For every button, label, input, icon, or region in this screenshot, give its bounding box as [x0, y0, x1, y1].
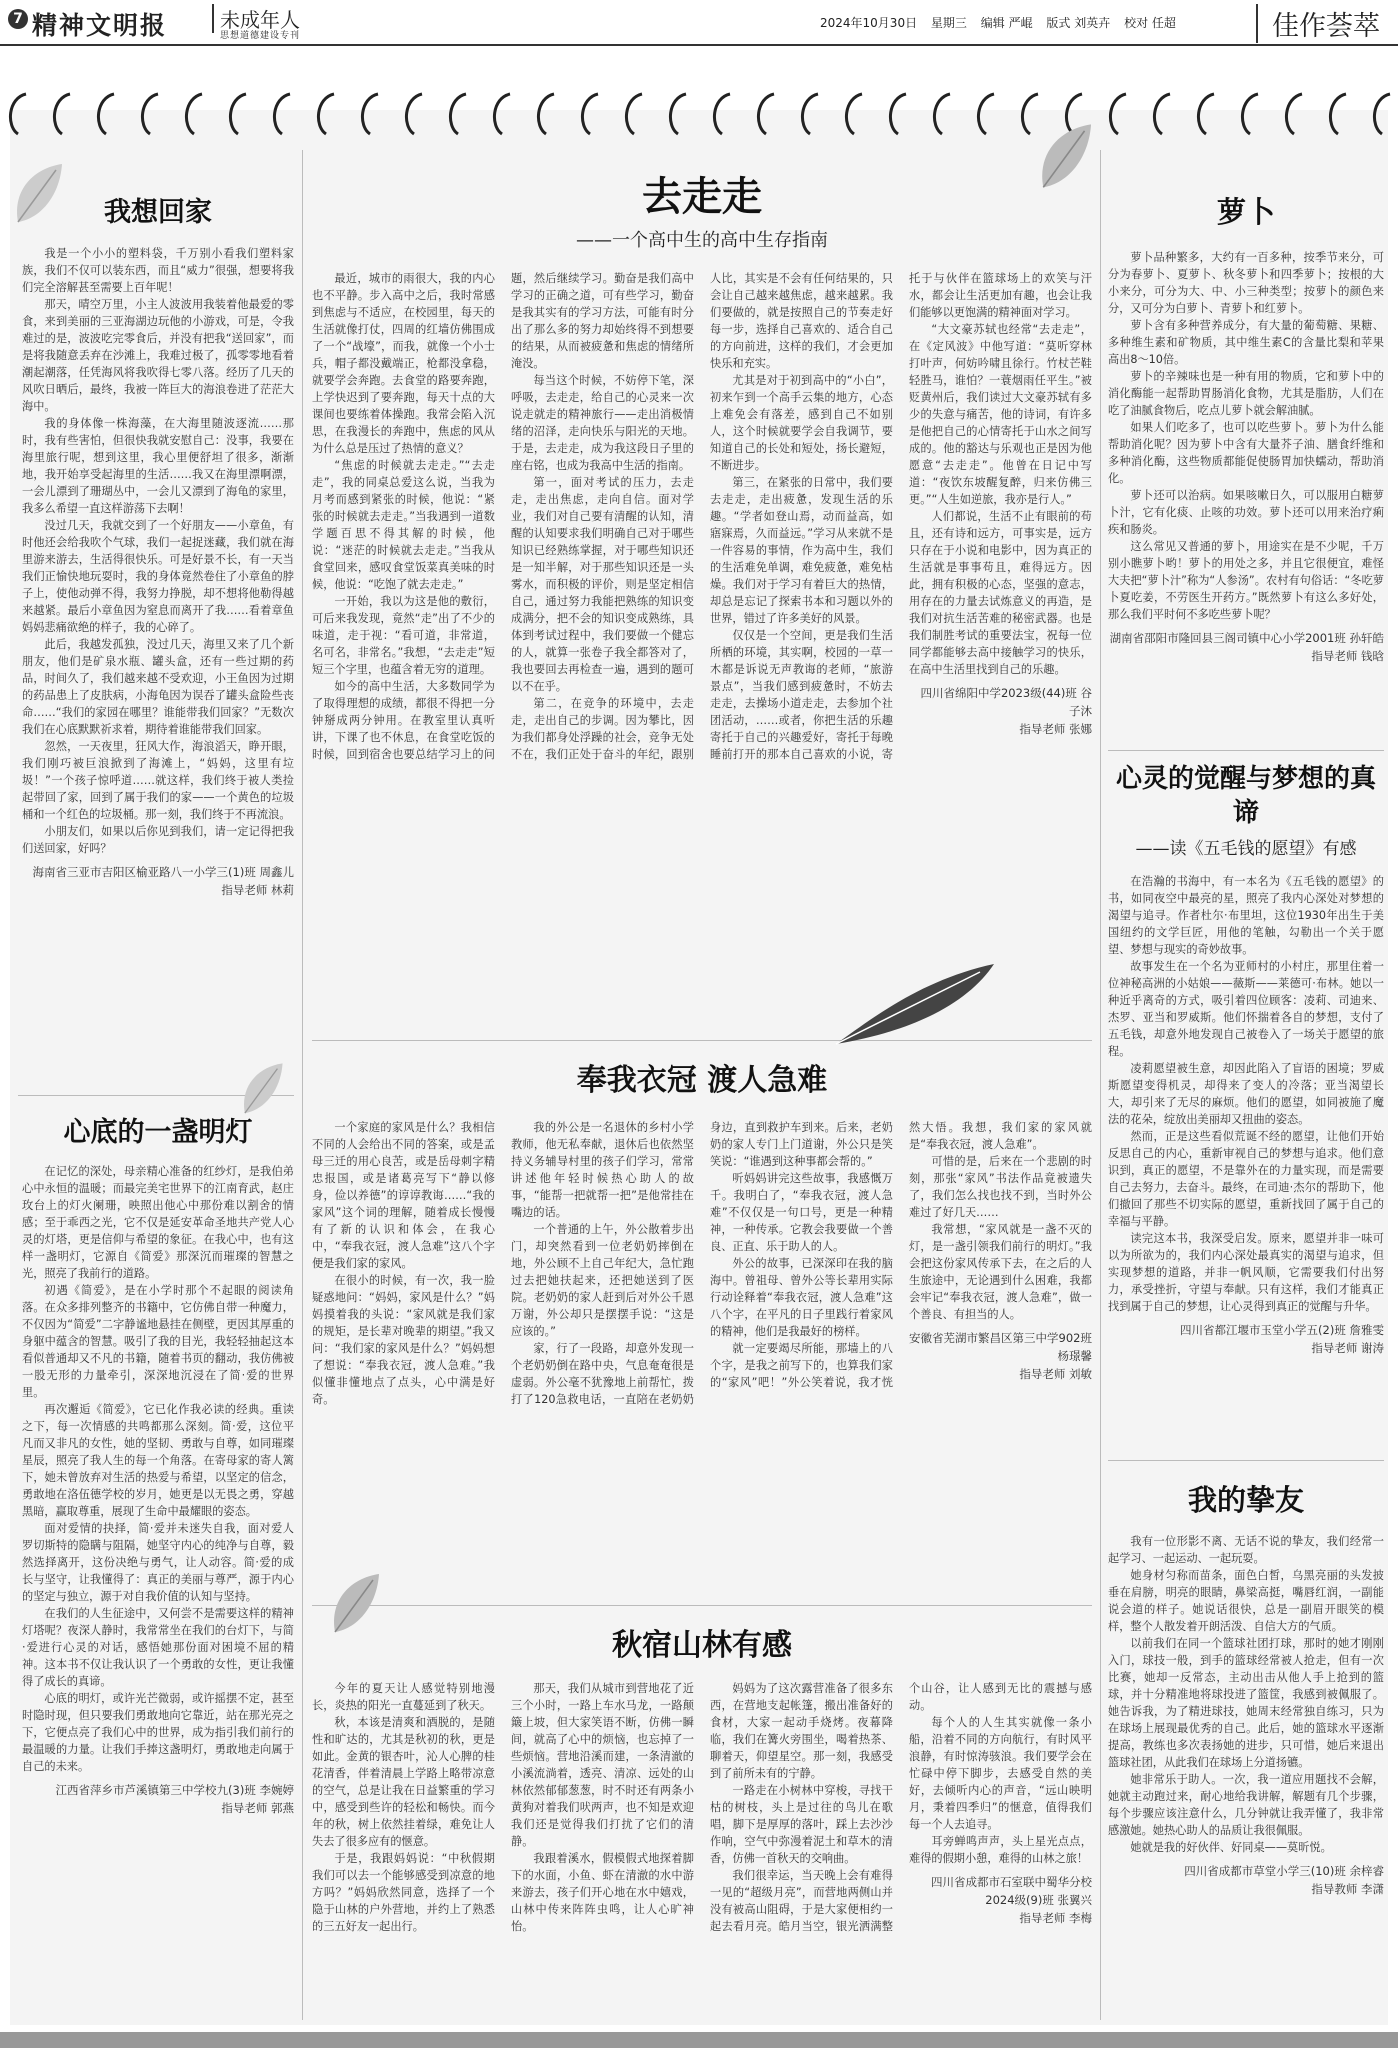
- article-paragraph: 然而，正是这些看似荒诞不经的愿望，让他们开始反思自己的内心，重新审视自己的梦想与追求。他们意识到，真正的愿望，不是靠外在的力量实现，而是需要自己去努力，去奋斗。最终，在司迪·杰尔的帮助下，他们撤回了那些不切实际的愿望，重新找回了属于自己的幸福与平静。: [1108, 1130, 1384, 1228]
- article-paragraph: 耳旁蝉鸣声声，头上星光点点，难得的假期小憩，难得的山林之旅！: [909, 1835, 1092, 1865]
- author-teacher: 指导老师 张娜: [1019, 722, 1092, 736]
- article-paragraph: 在我们的人生征途中，又何尝不是需要这样的精神灯塔呢？夜深人静时，我常常坐在我们的台灯下，与简·爱进行心灵的对话，感悟她那份面对困境不屈的精神。这本书不仅让我认识了一个勇敢的女性，更让我懂得了成长的真谛。: [22, 1607, 294, 1688]
- column-divider-left: [302, 150, 303, 2020]
- leaf-decoration-icon: [1032, 120, 1098, 196]
- article-paragraph: 这么常见又普通的萝卜，用途实在是不少呢，千万别小瞧萝卜哟！萝卜的用处之多，并且它很便宜，难怪大夫把“萝卜汁”称为“人参汤”。农村有句俗话：“冬吃萝卜夏吃姜，不劳医生开药方。”既然萝卜有这么多好处，那么我们平时何不多吃些萝卜呢？: [1108, 540, 1384, 621]
- article-paragraph: 此后，我越发孤独，没过几天，海里又来了几个新朋友，他们是矿泉水瓶、罐头盒，还有一些过期的药品，时间久了，我们越来越不受欢迎，小王鱼因为过期的药品患上了皮肤病，小海龟因为误吞了罐头盒险些丧命……“我们的家园在哪里？谁能带我们回家？”无数次我们在心底默默祈求着，期待着谁能带我们回家。: [22, 638, 294, 736]
- article-paragraph: 每当这个时候，不妨停下笔，深呼吸，去走走，给自己的心灵来一次说走就走的精神旅行——走出消极情绪的沼泽，走向快乐与阳光的天地。于是，去走走，成为我这段日子里的座右铭，也成为我高中生活的指南。: [511, 374, 694, 472]
- article-paragraph: 她身材匀称而苗条，面色白皙，乌黑亮丽的头发披垂在肩膀，明亮的眼睛，鼻梁高挺，嘴唇红润，一副能说会道的样子。她说话很快，总是一副眉开眼笑的模样，整个人散发着开朗活泼、自信大方的气质。: [1108, 1569, 1384, 1633]
- article-paragraph: 面对爱情的抉择，简·爱并未迷失自我，面对爱人罗切斯特的隐瞒与阻隔，她坚守内心的纯净与自尊，毅然选择离开，这份决绝与勇气，让人动容。简·爱的成长与坚守，让我懂得了：真正的美丽与尊严，源于内心的坚定与独立，源于对自我价值的认知与坚持。: [22, 1522, 294, 1603]
- author-teacher: 指导老师 林莉: [221, 883, 294, 897]
- article-paragraph: 可惜的是，后来在一个悲剧的时刻，那张“家风”书法作品竟被遗失了，我们怎么找也找不到，当时外公难过了好几天……: [909, 1155, 1092, 1219]
- footer-bar: [0, 2032, 1398, 2048]
- article-paragraph: 秋，本该是清爽和酒脱的，是随性和旷达的，尤其是秋初的秋，更是如此。金黄的银杏叶，沁人心脾的桂花清香，伴着清晨上学路上略带凉意的空气，总是让我在日益繁重的学习中，感受到些许的轻松和畅快。而今年的秋，树上依然挂着绿，难免让人失去了很多应有的惬意。: [312, 1716, 495, 1848]
- article-paragraph: 心底的明灯，或许光芒微弱，或许摇摆不定，甚至时隐时现，但只要我们勇敢地向它靠近，站在那光亮之下，它便点亮了我们心中的世界，成为指引我们前行的最温暖的力量。让我们手捧这盏明灯，勇敢地走向属于自己的未来。: [22, 1692, 294, 1773]
- leaf-decoration-icon: [232, 1060, 292, 1120]
- article-i-want-to-go-home: [22, 190, 294, 1070]
- article-paragraph: 如果人们吃多了，也可以吃些萝卜。萝卜为什么能帮助消化呢？因为萝卜中含有大量芥子油、膳食纤维和多种消化酶，这些物质都能促使肠胃加快蠕动，帮助消化。: [1108, 421, 1384, 485]
- author-school: 四川省绵阳中学2023级(44)班 谷子沐: [920, 686, 1092, 718]
- article-paragraph: 外公的故事，已深深印在我的脑海中。曾祖母、曾外公等长辈用实际行动诠释着“奉我衣冠，渡人急难”这八个字，在平凡的日子里践行着家风的精神，他们是我最好的榜样。: [710, 1257, 893, 1338]
- proof-credit: 校对 任超: [1124, 16, 1176, 30]
- author-school: 四川省成都市草堂小学三(10)班 余梓睿: [1184, 1864, 1384, 1878]
- article-paragraph: 我的身体像一株海藻，在大海里随波逐流……那时，我有些害怕，但很快我就安慰自己：没事，我要在海里旅行呢，想到这里，我心里便舒坦了很多，渐渐地，我开始享受起海里的生活……我又在海里漂啊漂，一会儿漂到了珊瑚丛中，一会儿又漂到了海龟的家里，我多么希望一直这样游荡下去啊！: [22, 417, 294, 515]
- column-title: 佳作荟萃: [1256, 4, 1380, 43]
- article-title: 心底的一盏明灯: [63, 1117, 253, 1148]
- article-title: 去走走: [642, 173, 762, 220]
- article-subtitle: ——读《五毛钱的愿望》有感: [1135, 839, 1357, 859]
- section-divider-mid-2: [312, 1605, 1092, 1606]
- section-divider-right-1: [1108, 750, 1384, 751]
- supplement-title: 未成年人: [212, 4, 300, 33]
- article-paragraph: 第二，在竞争的环境中，去走走，走出自己的步调。因为攀比，因为我们都身处浮躁的社会，竞争无处不在，我们正处于奋斗的年纪，跟别人比，其实是不会有任何结果的，只会让自己越来越焦虑，越来越累。我们要做的，就是按照自己的节奏走好每一步，选择自己喜欢的、适合自己的方向前进，这样的我们，才会更加快乐和充实。: [511, 272, 893, 761]
- article-paragraph: 再次邂逅《简爱》，它已化作我必读的经典。重读之下，每一次情感的共鸣都那么深刻。简·爱，这位平凡而又非凡的女性，她的坚韧、勇敢与自尊，如同璀璨星辰，照亮了我人生的每一个角落。在寄母家的寄人篱下，她未曾放弃对生活的热爱与希望，以坚定的信念，勇敢地在洛伍德学校的岁月，她更是以无畏之勇，穿越黑暗，赢取尊重，展现了生命中最耀眼的姿态。: [22, 1403, 294, 1518]
- article-paragraph: 一开始，我以为这是他的敷衍，可后来我发现，竟然“走”出了不少的味道，走于视：“看可道，非常道，名可名，非常名。”我想，“去走走”短短三个字里，也蕴含着无穷的道理。: [312, 595, 495, 676]
- article-paragraph: 萝卜品种繁多，大约有一百多种，按季节来分，可分为春萝卜、夏萝卜、秋冬萝卜和四季萝卜；按根的大小来分，可分为大、中、小三种类型；按萝卜的颜色来分，又可分为白萝卜、青萝卜和红萝卜。: [1108, 251, 1384, 315]
- article-paragraph: 读完这本书，我深受启发。原来，愿望并非一味可以为所欲为的，我们内心深处最真实的渴望与追求，但实现梦想的道路，并非一帆风顺，它需要我们付出努力，承受挫折，守望与奉献。只有这样，我们才能真正找到属于自己的梦想，让心灵得到真正的觉醒与升华。: [1108, 1232, 1384, 1313]
- author-school: 江西省萍乡市芦溪镇第三中学校九(3)班 李婉婷: [55, 1783, 294, 1797]
- author-school: 安徽省芜湖市繁昌区第三中学902班 杨璟馨: [909, 1331, 1092, 1363]
- article-body: [312, 1119, 1092, 1589]
- author-teacher: 指导老师 谢涛: [1311, 1341, 1384, 1355]
- article-paragraph: 以前我们在同一个篮球社团打球，那时的她才刚刚入门，球技一般，到手的篮球经常被人抢走，但有一次比赛，她却一反常态，主动出击从他人手上抢到的篮球，并十分精准地将球投进了篮筐，我感到被佩服了。她告诉我，为了精进球技，她周末经常独自练习，只为在球场上展现最优秀的自己。此后，她的篮球水平逐渐提高，教练也多次表扬她的进步，只可惜，她后来退出篮球社团，从此我们在球场上分道扬镳。: [1108, 1637, 1384, 1769]
- notebook-rings: [0, 86, 1398, 146]
- article-body: [312, 1680, 1092, 2020]
- article-paragraph: 人们都说，生活不止有眼前的苟且，还有诗和远方，可事实是，远方只存在于小说和电影中，因为真正的生活就是事事苟且，难得远方。因此，拥有积极的心态，坚强的意志，用存在的力量去试炼意义的再造，是我们对抗生活苦难的秘密武器。也是我们制胜考试的重要法宝，祝每一位同学都能够去高中接触学习的快乐，在高中生活里找到自己的乐趣。: [909, 510, 1092, 676]
- author-teacher: 指导老师 李梅: [1019, 1911, 1092, 1925]
- article-paragraph: 于是，我跟妈妈说：“中秋假期我们可以去一个能够感受到凉意的地方吗？”妈妈欣然同意，选择了一个隐于山林的户外营地，并约上了熟悉的三五好友一起出行。: [312, 1852, 495, 1933]
- author-teacher: 指导老师 郭燕: [221, 1801, 294, 1815]
- article-paragraph: 尤其是对于初到高中的“小白”，初来乍到一个高手云集的地方，心态上难免会有落差，感到自己不如别人，这个时候就要学会自我调节，要知道自己的长处和短处，扬长避短，不断进步。: [710, 374, 893, 472]
- leaf-decoration-icon: [8, 160, 68, 230]
- article-paragraph: 妈妈为了这次露营准备了很多东西，在营地支起帐篷，搬出准备好的食材，大家一起动手烧烤。夜幕降临，我们在篝火旁围坐，喝着热茶、聊着天，仰望星空。那一刻，我感受到了前所未有的宁静。: [710, 1682, 893, 1780]
- article-paragraph: 我的外公是一名退休的乡村小学教师，他无私奉献，退休后也依然坚持义务辅导村里的孩子们学习，常常讲述他年轻时候热心助人的故事，“能帮一把就帮一把”是他常挂在嘴边的话。: [511, 1121, 694, 1219]
- article-paragraph: 一路走在小树林中穿梭，寻找干枯的树枝，头上是过往的鸟儿在歌唱，脚下是厚厚的落叶，踩上去沙沙作响，空气中弥漫着泥土和草木的清香，仿佛一首秋天的交响曲。: [710, 1784, 893, 1865]
- author-teacher: 指导教师 李潇: [1311, 1882, 1384, 1896]
- article-paragraph: 她就是我的好伙伴、好同桌——莫昕悦。: [1130, 1841, 1332, 1854]
- article-paragraph: 在浩瀚的书海中，有一本名为《五毛钱的愿望》的书，如同夜空中最亮的星，照亮了我内心深处对梦想的渴望与追寻。作者杜尔·布里坦，这位1930年出生于美国纽约的文学巨匠，用他的笔触，勾勒出一个关于愿望、梦想与现实的奇妙故事。: [1108, 875, 1384, 956]
- article-paragraph: 如今的高中生活，大多数同学为了取得理想的成绩，都很不得把一分钟掰成两分钟用。在教室里认真听讲，下课了也不休息，在食堂吃饭的时候，回到宿舍也要总结学习上的问题，然后继续学习。勤奋是我们高中学习的正确之道，可有些学习，勤奋是我其实有的学习方法，可能有时分出了那么多的努力却始终得不到想要的结果，从而被疲惫和焦虑的情绪所淹没。: [312, 272, 694, 761]
- article-awakening-and-dreams: [1108, 762, 1384, 1452]
- article-paragraph: 我常想，“家风就是一盏不灭的灯，是一盏引领我们前行的明灯。”我会把这份家风传承下去，在之后的人生旅途中，无论遇到什么困难，我都会牢记“奉我衣冠，渡人急难”，做一个善良、有担当的人。: [909, 1223, 1092, 1321]
- article-title: 秋宿山林有感: [612, 1628, 792, 1663]
- article-paragraph: 她非常乐于助人。一次，我一道应用题找不会解，她就主动跑过来，耐心地给我讲解，解题有几个步骤，每个步骤应该注意什么，几分钟就让我弄懂了，我非常感激她。她热心助人的品质让我很佩服。: [1108, 1773, 1384, 1837]
- article-paragraph: 一个普通的上午，外公散着步出门，却突然看到一位老奶奶摔倒在地，外公顾不上自己年纪大，急忙跑过去把她扶起来，还把她送到了医院。老奶奶的家人赶到后对外公千恩万谢，外公却只是摆摆手说：“这是应该的。”: [511, 1223, 694, 1338]
- section-divider-right-2: [1108, 1460, 1384, 1461]
- article-title: 萝卜: [1216, 195, 1275, 229]
- article-title: 我想回家: [104, 197, 212, 228]
- article-lamp-in-heart: [22, 1110, 294, 2015]
- leaf-decoration-icon: [320, 1570, 390, 1640]
- article-paragraph: 第一，面对考试的压力，去走走，走出焦虑，走向自信。面对学业，我们对自己要有清醒的认知，清醒的认知要求我们明确自己对于哪些知识已经熟练掌握，对于哪些知识还是一知半解，对于那些知识还是一头雾水，而积极的评价，则是坚定相信自己，通过努力我能把熟练的知识变成满分，把不会的知识变成熟练，具体到考试过程中，我们要做一个健忘的人，就算一张卷子我全都答对了，我也要回去再检查一遍，遇到的题可以不在乎。: [511, 476, 694, 693]
- page-header: [0, 0, 1398, 46]
- layout-credit: 版式 刘英卉: [1046, 16, 1111, 30]
- article-paragraph: 小朋友们，如果以后你见到我们，请一定记得把我们送回家，好吗？: [22, 825, 294, 855]
- column-divider-right: [1100, 150, 1101, 2020]
- article-autumn-forest-stay: [312, 1620, 1092, 2020]
- article-paragraph: 仅仅是一个空间，更是我们生活所栖的环境，其实啊，校园的一草一木都是诉说无声教诲的老师，“旅游景点”，当我们感到疲惫时，不妨去走走，去操场小道走走，去参加个社团活动，……或者，你把生活的乐趣寄托于自己的兴趣爱好，寄托于每晚睡前打开的那本自己喜欢的小说，寄托于与伙伴在篮球场上的欢笑与汗水，都会让生活更加有趣，也会让我们能够以更饱满的精神面对学习。: [710, 272, 1092, 761]
- article-radish: [1108, 190, 1384, 745]
- article-paragraph: 我是一个小小的塑料袋，千万别小看我们塑料家族，我们不仅可以装东西，而且“威力”很强，想要将我们完全溶解甚至需要上百年呢！: [22, 247, 294, 294]
- article-paragraph: 故事发生在一个名为亚师村的小村庄，那里住着一位神秘高洲的小姑娘——薇斯——莱德可·布林。她以一种近乎离奇的方式，吸引着四位顾客：凌莉、司迪来、杰罗、亚当和罗威斯。他们怀揣着各自的梦想，支付了五毛钱，却意外地发现自己被卷入了一场关于愿望的旅程。: [1108, 960, 1384, 1058]
- page-number: 7: [8, 9, 28, 29]
- article-my-best-friend: [1108, 1478, 1384, 2020]
- article-paragraph: 今年的夏天让人感觉特别地漫长，炎热的阳光一直蔓延到了秋天。: [312, 1682, 495, 1712]
- author-school: 湖南省邵阳市隆回县三阁司镇中心小学2001班 孙轩皓: [1109, 631, 1384, 645]
- author-teacher: 指导老师 刘敏: [1019, 1367, 1092, 1381]
- article-paragraph: 就一定要竭尽所能，那墙上的八个字，是我之前写下的，也算我们家的“家风”吧！”外公笑着说，我才恍然大悟。我想，我们家的家风就是“奉我衣冠，渡人急难”。: [710, 1121, 1092, 1389]
- supplement-subtitle: 思想道德建设专刊: [220, 31, 301, 41]
- article-title: 奉我衣冠 渡人急难: [576, 1063, 828, 1098]
- article-paragraph: 第三，在紧张的日常中，我们要去走走，走出疲惫，发现生活的乐趣。“学者如登山焉，动而益高，如寤寐焉，久而益远。”学习从来就不是一件容易的事情，作为高中生，我们的生活难免单调，难免疲惫，难免枯燥。我们对于学习有着巨大的热情，却总是忘记了探索书本和习题以外的世界，错过了许多美好的风景。: [710, 476, 893, 625]
- article-title: 心灵的觉醒与梦想的真谛: [1115, 764, 1376, 828]
- article-paragraph: “大文豪苏轼也经常“去走走”，在《定风波》中他写道：“莫听穿林打叶声，何妨吟啸且徐行。竹杖芒鞋轻胜马，谁怕？一蓑烟雨任平生。”被贬黄州后，我们读过大文豪苏轼有多少的失意与痛苦，他的诗词，有许多是他把自己的心情寄托于山水之间写成的。他的豁达与乐观也正是因为他愿意“去走走”。他曾在日记中写道：“夜饮东坡醒复醉，归来仿佛三更。”“人生如逆旅，我亦是行人。”: [909, 323, 1092, 506]
- article-paragraph: 我们很幸运，当天晚上会有难得一见的“超级月亮”，而营地两侧山并没有被高山阻碍，于是大家便相约一起去看月亮。皓月当空，银光洒满整个山谷，让人感到无比的震撼与感动。: [710, 1682, 1092, 1933]
- article-paragraph: 凌莉愿望被生意，却因此陷入了盲语的困境；罗威斯愿望变得机灵，却得来了变人的冷落；亚当渴望长大，却引来了无尽的麻烦。他们的愿望，如同被施了魔法的花朵，绽放出美丽却又扭曲的姿态。: [1108, 1062, 1384, 1126]
- article-paragraph: 一个家庭的家风是什么？我相信不同的人会给出不同的答案，或是孟母三迁的用心良苦，或是岳母刺字精忠报国，或是诸葛亮写下“静以修身，俭以养德”的谆谆教诲……“我的家风”这个词的理解，随着成长慢慢有了新的认识和体会，在我心中，“奉我衣冠，渡人急难”这八个字便是我们家的家风。: [312, 1121, 495, 1270]
- article-paragraph: 那天，我们从城市到营地花了近三个小时，一路上车水马龙，一路颠簸上坡，但大家笑语不断，仿佛一瞬间，就高了心中的烦恼，也忘掉了一些烦恼。营地沿溪而建，一条清澈的小溪流淌着，透亮、清凉、远处的山林依然郁郁葱葱，时不时还有两条小黄狗对着我们吠两声，也不知是欢迎我们还是觉得我们打扰了它们的清静。: [511, 1682, 694, 1848]
- article-paragraph: 听妈妈讲完这些故事，我感慨万千。我明白了，“奉我衣冠，渡人急难”不仅仅是一句口号，更是一种精神，一种传承。它教会我要做一个善良、正直、乐于助人的人。: [710, 1172, 893, 1253]
- article-paragraph: 家，行了一段路，却意外发现一个老奶奶倒在路中央，气息奄奄很是虚弱。外公毫不犹豫地上前帮忙，拨打了120急救电话，一直陪在老奶奶身边，直到救护车到来。后来，老奶奶的家人专门上门道谢，外公只是笑笑说：“谁遇到这种事都会帮的。”: [511, 1121, 893, 1406]
- article-paragraph: “焦虑的时候就去走走。”“去走走”，我的同桌总爱这么说，当我为月考而感到紧张的时候，他说：“紧张的时候就去走走。”当我遇到一道数学题百思不得其解的时候，他说：“迷茫的时候就去走走。”当我从食堂回来，感叹食堂饭菜真美味的时候，他说：“吃饱了就去走走。”: [312, 459, 495, 591]
- article-paragraph: 那天，晴空万里，小主人波波用我装着他最爱的零食，来到美丽的三亚海湖边玩他的小游戏，可是，令我难过的是，波波吃完零食后，并没有把我“送回家”，而是将我随意丢弃在沙滩上，我难过极了，孤零零地看着潮起潮落，任凭海风将我吹得七零八落。经历了几天的风吹日晒后，最终，我被一阵巨大的海浪卷进了茫茫大海中。: [22, 298, 294, 413]
- article-subtitle: ——一个高中生的高中生存指南: [576, 230, 828, 251]
- article-paragraph: 在很小的时候，有一次，我一脸疑惑地问：“妈妈，家风是什么？”妈妈摸着我的头说：“家风就是我们家的规矩，是长辈对晚辈的期望。”我又问：“我们家的家风是什么？”妈妈想了想说：“奉我衣冠，渡人急难。”我似懂非懂地点了点头，心中满是好奇。: [312, 1274, 495, 1406]
- issue-date: 2024年10月30日: [820, 16, 918, 30]
- article-family-motto: [312, 1055, 1092, 1595]
- author-school: 四川省成都市石室联中蜀华分校2024级(9)班 张翼兴: [931, 1875, 1092, 1907]
- editor-credit: 编辑 严崐: [980, 16, 1033, 30]
- article-paragraph: 萝卜的辛辣味也是一种有用的物质，它和萝卜中的消化酶能一起帮助胃肠消化食物，尤其是脂肪，人们在吃了油腻食物后，吃点儿萝卜就会解油腻。: [1108, 370, 1384, 417]
- masthead: 精神文明报: [32, 11, 168, 40]
- article-paragraph: 没过几天，我就交到了一个好朋友——小章鱼，有时他还会给我吹个气球，我们一起捉迷藏，我们就在海里游来游去，生活得很快乐。可是好景不长，有一天当我们正愉快地玩耍时，我的身体竟然卷住了小章鱼的脖子上，使他动弹不得，我努力挣脱，却不想将他勒得越来越紧。最后小章鱼因为窒息而离开了我……看着章鱼妈妈悲痛欲绝的样子，我的心碎了。: [22, 519, 294, 634]
- issue-meta: [820, 14, 1186, 31]
- article-paragraph: 我有一位形影不离、无话不说的挚友，我们经常一起学习、一起运动、一起玩耍。: [1108, 1535, 1384, 1565]
- issue-weekday: 星期三: [930, 16, 967, 30]
- article-paragraph: 最近，城市的雨很大，我的内心也不平静。步入高中之后，我时常感到焦虑与不适应，在校园里，每天的生活就像打仗，四周的红墙仿佛围成了一个“战壕”，而我，就像一个小士兵，帽子都没戴端正，枪都没拿稳，就要学会奔跑。去食堂的路要奔跑，上学快迟到了要奔跑，每天十点的大课间也要练着体操跑。我常会陷入沉思，在我漫长的奔跑中，焦虑的风从为什么总是压过了热情的意义？: [312, 272, 495, 455]
- article-paragraph: 萝卜含有多种营养成分，有大量的葡萄糖、果糖、多种维生素和矿物质，其中维生素C的含量比梨和苹果高出8～10倍。: [1108, 319, 1384, 366]
- article-go-for-a-walk: [312, 165, 1092, 1025]
- article-title: 我的挚友: [1187, 1483, 1304, 1517]
- article-paragraph: 初遇《简爱》，是在小学时那个不起眼的阅读角落。在众多排列整齐的书籍中，它仿佛自带一种魔力，不仅因为“简爱”二字静谧地悬挂在侧壁，更因其厚重的身躯中蕴含的智慧。吸引了我的目光，我轻轻抽起这本看似普通却又不凡的书籍，随着书页的翻动，我仿佛被一股无形的力量牵引，深深地沉浸在了简·爱的世界里。: [22, 1284, 294, 1399]
- article-body: [312, 270, 1092, 1025]
- article-paragraph: 忽然，一天夜里，狂风大作，海浪滔天，睁开眼，我们刚巧被巨浪掀到了海滩上，“妈妈，这里有垃圾！”一个孩子惊呼道……就这样，我们终于被人类捡起带回了家，回到了属于我们的家——一个黄色的垃圾桶和一个红色的垃圾桶。那一刻，我们终于不再流浪。: [22, 740, 294, 821]
- author-teacher: 指导老师 钱晗: [1311, 649, 1384, 663]
- author-school: 海南省三亚市吉阳区榆亚路八一小学三(1)班 周鑫儿: [32, 865, 294, 879]
- article-paragraph: 萝卜还可以治病。如果咳嗽日久，可以服用白糖萝卜汁，它有化痰、止咳的功效。萝卜还可以用来治疗痢疾和肠炎。: [1108, 489, 1384, 536]
- article-paragraph: 我跟着溪水，假模假式地探着脚下的水面，小鱼、虾在清澈的水中游来游去，孩子们开心地在水中嬉戏，山林中传来阵阵虫鸣，让人心旷神怡。: [511, 1852, 694, 1933]
- author-school: 四川省都江堰市玉堂小学五(2)班 詹雅雯: [1180, 1323, 1384, 1337]
- article-paragraph: 每个人的人生其实就像一条小船，沿着不同的方向航行，有时风平浪静，有时惊涛骇浪。我们要学会在忙碌中停下脚步，去感受自然的美好，去倾听内心的声音，“远山映明月，秉着四季归”的惬意，值得我们每一个人去追寻。: [909, 1716, 1092, 1831]
- feather-pen-icon: [830, 960, 1000, 1050]
- article-paragraph: 在记忆的深处，母亲精心准备的红纱灯，是我伯弟心中永恒的温暖；而最完美宅世界下的江南育武，赵庄玫台上的灯火阑珊，映照出他心中那份难以割舍的情感；至于乖西之光，它不仅是延安革命圣地共产党人心灵的灯塔，更是信仰与希望的象征。在我心中，也有这样一盏明灯，它源自《简爱》那深沉而璀璨的智慧之光，照亮了我前行的道路。: [22, 1165, 294, 1280]
